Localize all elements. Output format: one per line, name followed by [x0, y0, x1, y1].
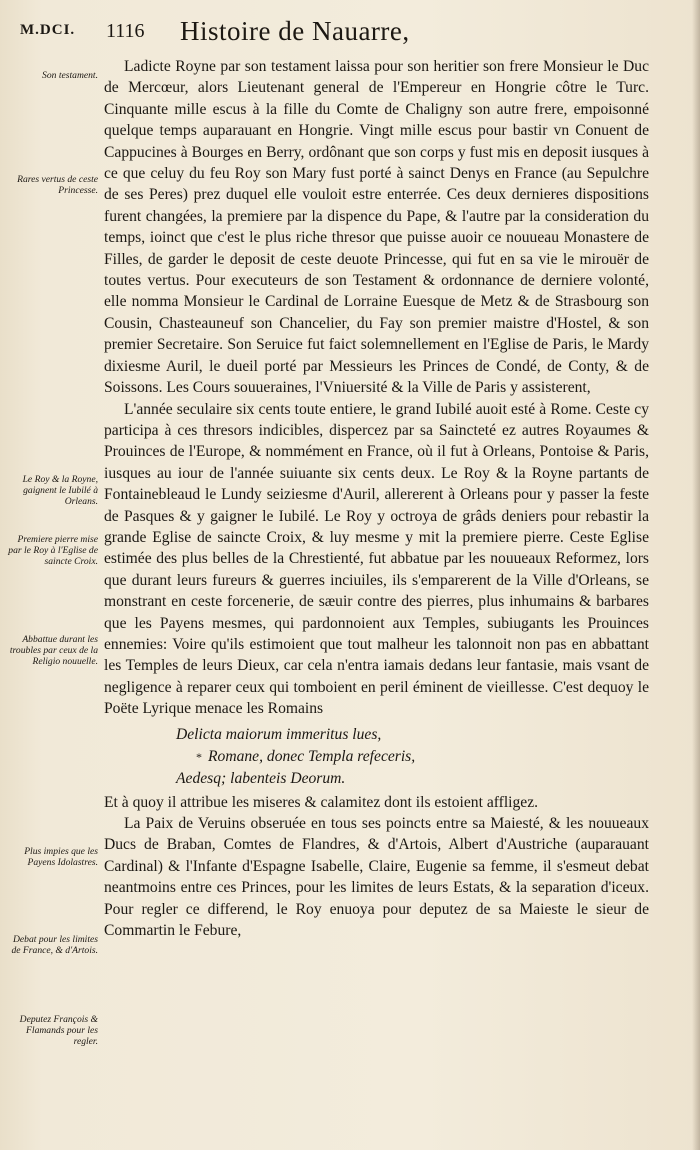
- latin-verse: [104, 724, 649, 790]
- paragraph: Ladicte Royne par son testament laissa pour son heritier son frere Monsieur le Duc de Mercœur, alors Lieutenant general de l'Empereur en Hongrie côtre le Turc. Cinquante mille escus à la fille du Comte de Chaligny son autre frere, empoisonné quelque temps auparauant en Hongrie. Vingt mille escus pour bastir vn Conuent de Cappucines à Bourges en Berry, ordônant que son corps y fust mis en deposit iusques à ce que celuy du feu Roy son Mary fust porté à sainct Denys en France (au Sepulchre de ses Peres) prez duquel elle vouloit estre enterrée. Ces deux dernieres dispositions furent changées, la premiere par la dispence du Pape, & l'autre par la consideration du temps, ioinct que c'est le plus riche thresor que puisse auoir ce nouueau Monastere de Filles, de garder le deposit de ceste deuote Princesse, qui fut en sa vie le mirouër de toutes vertus. Pour executeurs de son Testament & ordonnance de derniere volonté, elle nomma Monsieur le Cardinal de Lorraine Euesque de Metz & de Strasbourg son Cousin, Chasteauneuf son Chancelier, du Fay son premier maistre d'Hostel, & son premier Secretaire. Son Seruice fut faict solemnellement en l'Eglise de Paris, le Mardy dixiesme Auril, le dueil porté par Messieurs les Princes de Condé, de Conty, & de Soissons. Les Cours souueraines, l'Vniuersité & la Ville de Paris y assisterent,: [104, 58, 649, 397]
- margin-note: Deputez François & Flamands pour les regler.: [19, 1014, 98, 1047]
- paragraph: Et à quoy il attribue les miseres & calamitez dont ils estoient affligez.: [104, 793, 539, 811]
- margin-note: Abbattue durant les troubles par ceux de la Religio nouuelle.: [9, 634, 98, 667]
- verse-line: Romane, donec Templa refeceris,: [208, 747, 416, 765]
- verse-line: Delicta maiorum immeritus lues,: [176, 725, 382, 743]
- margin-note: Le Roy & la Royne, gaignent le Iubilé à Orleans.: [22, 474, 98, 507]
- paragraph: L'année seculaire six cents toute entiere, le grand Iubilé auoit esté à Rome. Ceste cy participa à ces thresors indicibles, dispercez par sa Saincteté ez autres Royaumes & Prouinces de l'Europe, & nommément en France, où il fut à Orleans, Pontoise & Paris, iusques au iour de l'année suiuante six cents deux. Le Roy & la Royne partants de Fontainebleaud le Lundy seiziesme d'Auril, allererent à Orleans pour y passer la feste de Pasques & y gaigner le Iubilé. Le Roy y octroya de grâds deniers pour rebastir la grande Eglise de saincte Croix, & luy mesme y mit la premiere pierre. Ceste Eglise estimée des plus belles de la Chrestienté, fut abbatue par les nouueaux Reformez, lors que durant leurs fureurs & guerres inciuiles, ils s'emparerent de la Ville d'Orleans, se monstrant en ceste forcenerie, de sæuir contre des pierres, plus inhumains & barbares que les Payens mesmes, qui pardonnoient aux Temples, subiugants les Prouinces ennemies: Voire qu'ils estimoient que tout malheur les talonnoit non pas en abbattant les Temples de leurs Dieux, car cela n'entra iamais dedans leur fantasie, mais vsant de negligence à reparer ceux qui tomboient en peril éminent de vieillesse. C'est dequoy le Poëte Lyrique menace les Romains: [104, 400, 649, 718]
- margin-note: Son testament.: [42, 70, 98, 81]
- margin-note: Premiere pierre mise par le Roy à l'Eglise de saincte Croix.: [8, 534, 98, 567]
- page-number: 1116: [106, 20, 145, 42]
- margin-note: Debat pour les limites de France, & d'Artois.: [11, 934, 98, 956]
- margin-note: Plus impies que les Payens Idolastres.: [24, 846, 98, 868]
- verse-star: *: [196, 749, 202, 764]
- verse-line-starred: [104, 746, 649, 768]
- verse-line: Aedesq; labenteis Deorum.: [176, 769, 346, 787]
- paragraph: La Paix de Veruins obseruée en tous ses poincts entre sa Maiesté, & les nouueaux Ducs de Braban, Comtes de Flandres, & d'Artois, Albert d'Austriche (auparauant Cardinal) & l'Infante d'Espagne Isabelle, Claire, Eugenie sa femme, il s'esmeut debat neantmoins entre ces Princes, pour les limites de leurs Estats, & la separation d'iceux. Pour regler ce differend, le Roy enuoya pour deputez de sa Maieste le sieur de Commartin le Febure,: [104, 815, 649, 940]
- header-year: M.DCI.: [20, 22, 76, 38]
- main-text: [104, 16, 649, 941]
- margin-note: Rares vertus de ceste Princesse.: [17, 174, 98, 196]
- page-edge-shadow: [692, 0, 700, 1150]
- running-title: Histoire de Nauarre,: [180, 16, 410, 46]
